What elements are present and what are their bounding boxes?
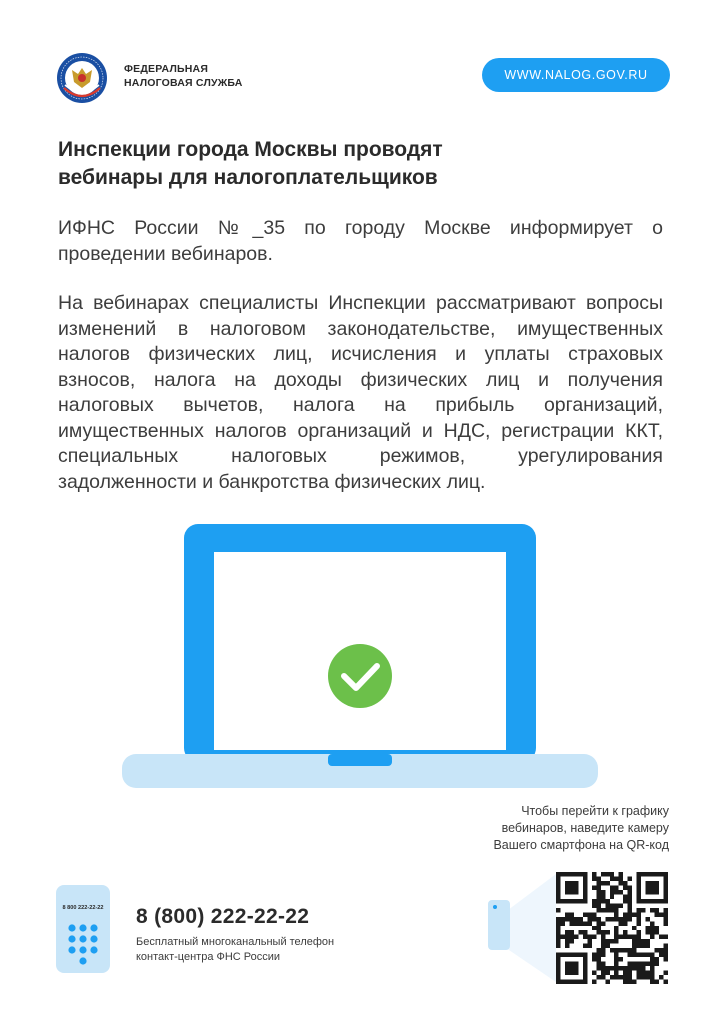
title-line2: вебинары для налогоплательщиков <box>58 166 438 189</box>
phone-number[interactable]: 8 (800) 222-22-22 <box>136 905 310 928</box>
org-name-line1: ФЕДЕРАЛЬНАЯ <box>124 63 209 75</box>
title-line1: Инспекции города Москвы проводят <box>58 138 443 161</box>
page-title <box>58 136 618 192</box>
paragraph-topics: На вебинарах специалисты Инспекции рассматривают вопросы изменений в налоговом законодательстве, имущественных налогов физических лиц, исчисления и уплаты страховых взносов, налога на доходы физических лиц и получения налоговых вычетов, налога на прибыль организаций, имущественных налогов организаций и НДС, регистрации ККТ, специальных налоговых режимов, урегулирования задолженности и банкротства физических лиц. <box>58 292 663 493</box>
website-button[interactable]: WWW.NALOG.GOV.RU <box>482 58 670 92</box>
laptop-checkmark-icon <box>120 520 600 790</box>
qr-hint: Чтобы перейти к графику вебинаров, наведите камеру Вашего смартфона на QR-код <box>493 804 669 852</box>
phone-keypad-icon <box>55 884 111 974</box>
phone-screen-text: 8 800 222-22-22 <box>62 905 104 911</box>
org-name <box>124 62 243 90</box>
paragraph-intro: ИФНС России №_35 по городу Москве информирует о проведении вебинаров. <box>58 217 663 265</box>
checkmark-icon <box>328 644 392 708</box>
fns-emblem-icon <box>56 52 108 104</box>
qr-code-icon[interactable] <box>556 872 668 984</box>
org-name-line2: НАЛОГОВАЯ СЛУЖБА <box>124 77 243 89</box>
phone-description: Бесплатный многоканальный телефон контакт-центра ФНС России <box>136 936 335 963</box>
